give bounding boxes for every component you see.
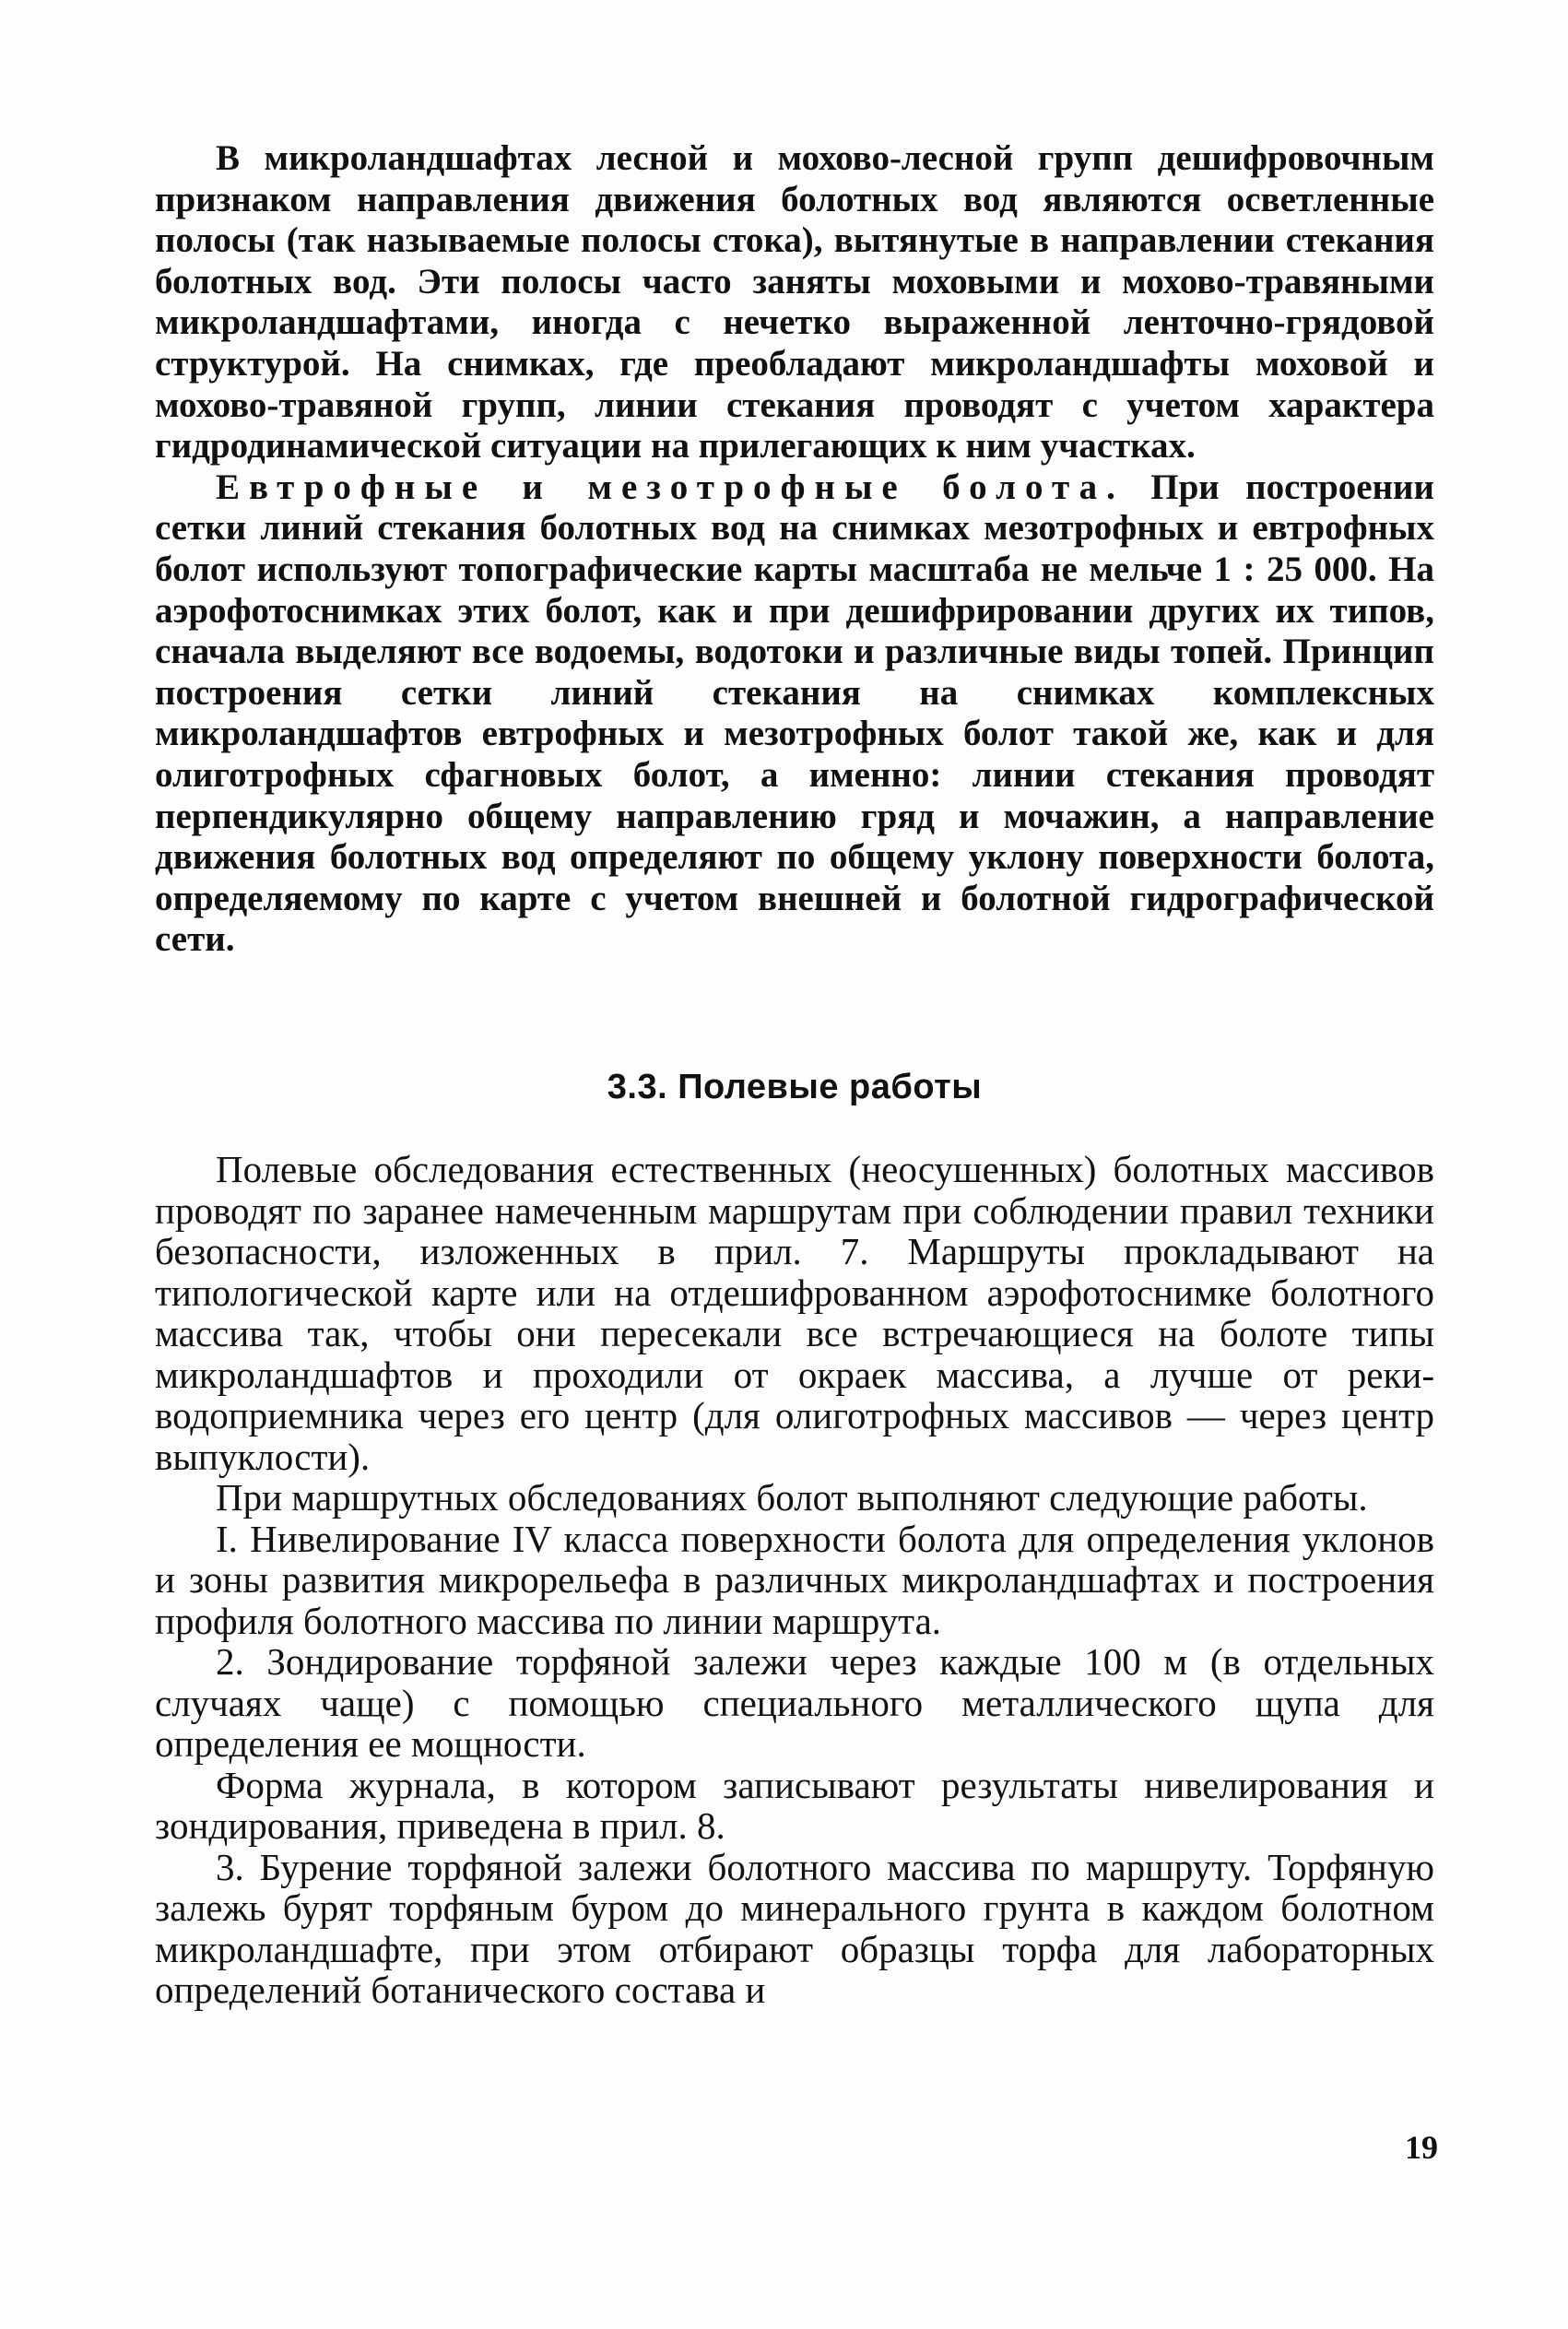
- eutrophic-text: При построении сетки линий стекания болотных вод на снимках мезотрофных и евтрофных болот используют топографические карты масштаба не мельче 1 : 25 000. На аэрофотоснимках этих болот, как и при дешифрировании других их типов, сначала выделяют все водоемы, водотоки и различные виды топей. Принцип построения сетки линий стекания на снимках комплексных микроландшафтов евтрофных и мезотрофных болот такой же, как и для олиготрофных сфагновых болот, а именно: линии стекания проводят перпендикулярно общему направлению гряд и мочажин, а направление движения болотных вод определяют по общему уклону поверхности болота, определяемому по карте с учетом внешней и болотной гидрографической сети.: [155, 467, 1434, 960]
- eutrophic-paragraph: [155, 467, 1434, 961]
- eutrophic-term: Евтрофные и мезотрофные болота.: [216, 467, 1125, 507]
- field-paragraph-1: Полевые обследования естественных (неосушенных) болотных массивов проводят по заранее намеченным маршрутам при соблюдении правил техники безопасности, изложенных в прил. 7. Маршруты прокладывают на типологической карте или на отдешифрованном аэрофотоснимке болотного массива так, чтобы они пересекали все встречающиеся на болоте типы микроландшафтов и проходили от окраек массива, а лучше от реки-водоприемника через его центр (для олиготрофных массивов — через центр выпуклости).: [155, 1148, 1434, 1478]
- section-heading: 3.3. Полевые работы: [607, 1068, 983, 1106]
- page-number: 19: [1405, 2129, 1438, 2166]
- field-paragraph-6: 3. Бурение торфяной залежи болотного массива по маршруту. Торфяную залежь бурят торфяным буром до минерального грунта в каждом болотном микроландшафте, при этом отбирают образцы торфа для лабораторных определений ботанического состава и: [155, 1845, 1434, 2011]
- field-work-section: [155, 1149, 1434, 2011]
- field-paragraph-4: 2. Зондирование торфяной залежи через каждые 100 м (в отдельных случаях чаще) с помощью специального металлического щупа для определения ее мощности.: [155, 1640, 1434, 1765]
- field-paragraph-2: При маршрутных обследованиях болот выполняют следующие работы.: [216, 1476, 1368, 1519]
- field-paragraph-3: I. Нивелирование IV класса поверхности болота для определения уклонов и зоны развития микрорельефа в различных микроландшафтах и построения профиля болотного массива по линии маршрута.: [155, 1517, 1434, 1642]
- field-paragraph-5: Форма журнала, в котором записывают результаты нивелирования и зондирования, приведена в прил. 8.: [155, 1763, 1434, 1847]
- intro-paragraph: В микроландшафтах лесной и мохово-лесной групп дешифровочным признаком направления движения болотных вод являются осветленные полосы (так называемые полосы стока), вытянутые в направлении стекания болотных вод. Эти полосы часто заняты моховыми и мохово-травяными микроландшафтами, иногда с нечетко выраженной ленточно-грядовой структурой. На снимках, где преобладают микроландшафты моховой и мохово-травяной групп, линии стекания проводят с учетом характера гидродинамической ситуации на прилегающих к ним участках.: [155, 138, 1434, 467]
- intro-section: [155, 138, 1434, 961]
